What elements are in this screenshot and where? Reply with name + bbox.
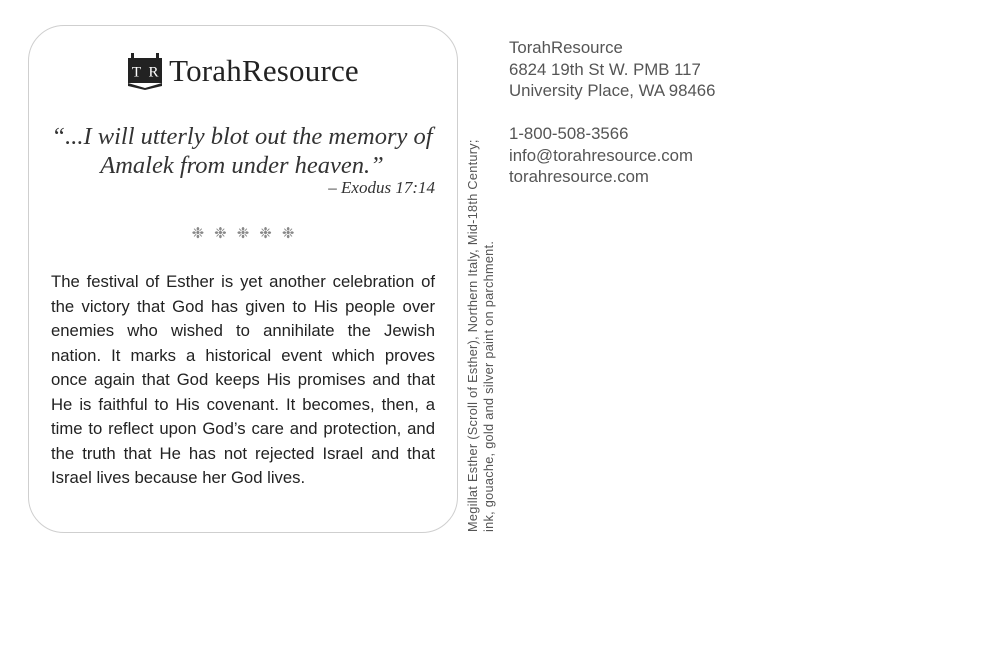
scripture-quote: “...I will utterly blot out the memory of Amalek from under heaven.”: [51, 123, 433, 179]
street-address: 6824 19th St W. PMB 117: [509, 59, 701, 79]
artwork-caption: [466, 72, 497, 532]
scripture-citation: – Exodus 17:14: [328, 178, 435, 197]
org-name: TorahResource: [509, 38, 623, 57]
svg-text:T: T: [132, 64, 142, 81]
torah-scroll-logo-icon: [127, 52, 163, 90]
brand-logo: [29, 52, 457, 90]
email-address: info@torahresource.com: [509, 145, 693, 165]
city-state-zip: University Place, WA 98466: [509, 81, 716, 100]
ornament-divider: ❉❉❉❉❉: [191, 225, 305, 242]
body-paragraph: The festival of Esther is yet another celebration of the victory that God has given to His people over enemies who wished to annihilate the Jewish nation. It marks a historical event which proves once again that God keeps His promises and that He is faithful to His covenant. It becomes, then, a time to reflect upon God’s care and protection, and the truth that He has not rejected Israel and that Israel lives because her God lives.: [51, 272, 435, 487]
website-url: torahresource.com: [509, 167, 649, 186]
caption-line-2: ink, gouache, gold and silver paint on parchment.: [481, 240, 496, 532]
phone-number: 1-800-508-3566: [509, 124, 629, 143]
text-card: [28, 25, 458, 533]
contact-block: [509, 37, 715, 188]
svg-text:R: R: [148, 64, 159, 81]
caption-line-1: Megillat Esther (Scroll of Esther), Northern Italy, Mid-18th Century;: [466, 139, 480, 532]
brand-name: TorahResource: [169, 53, 359, 88]
